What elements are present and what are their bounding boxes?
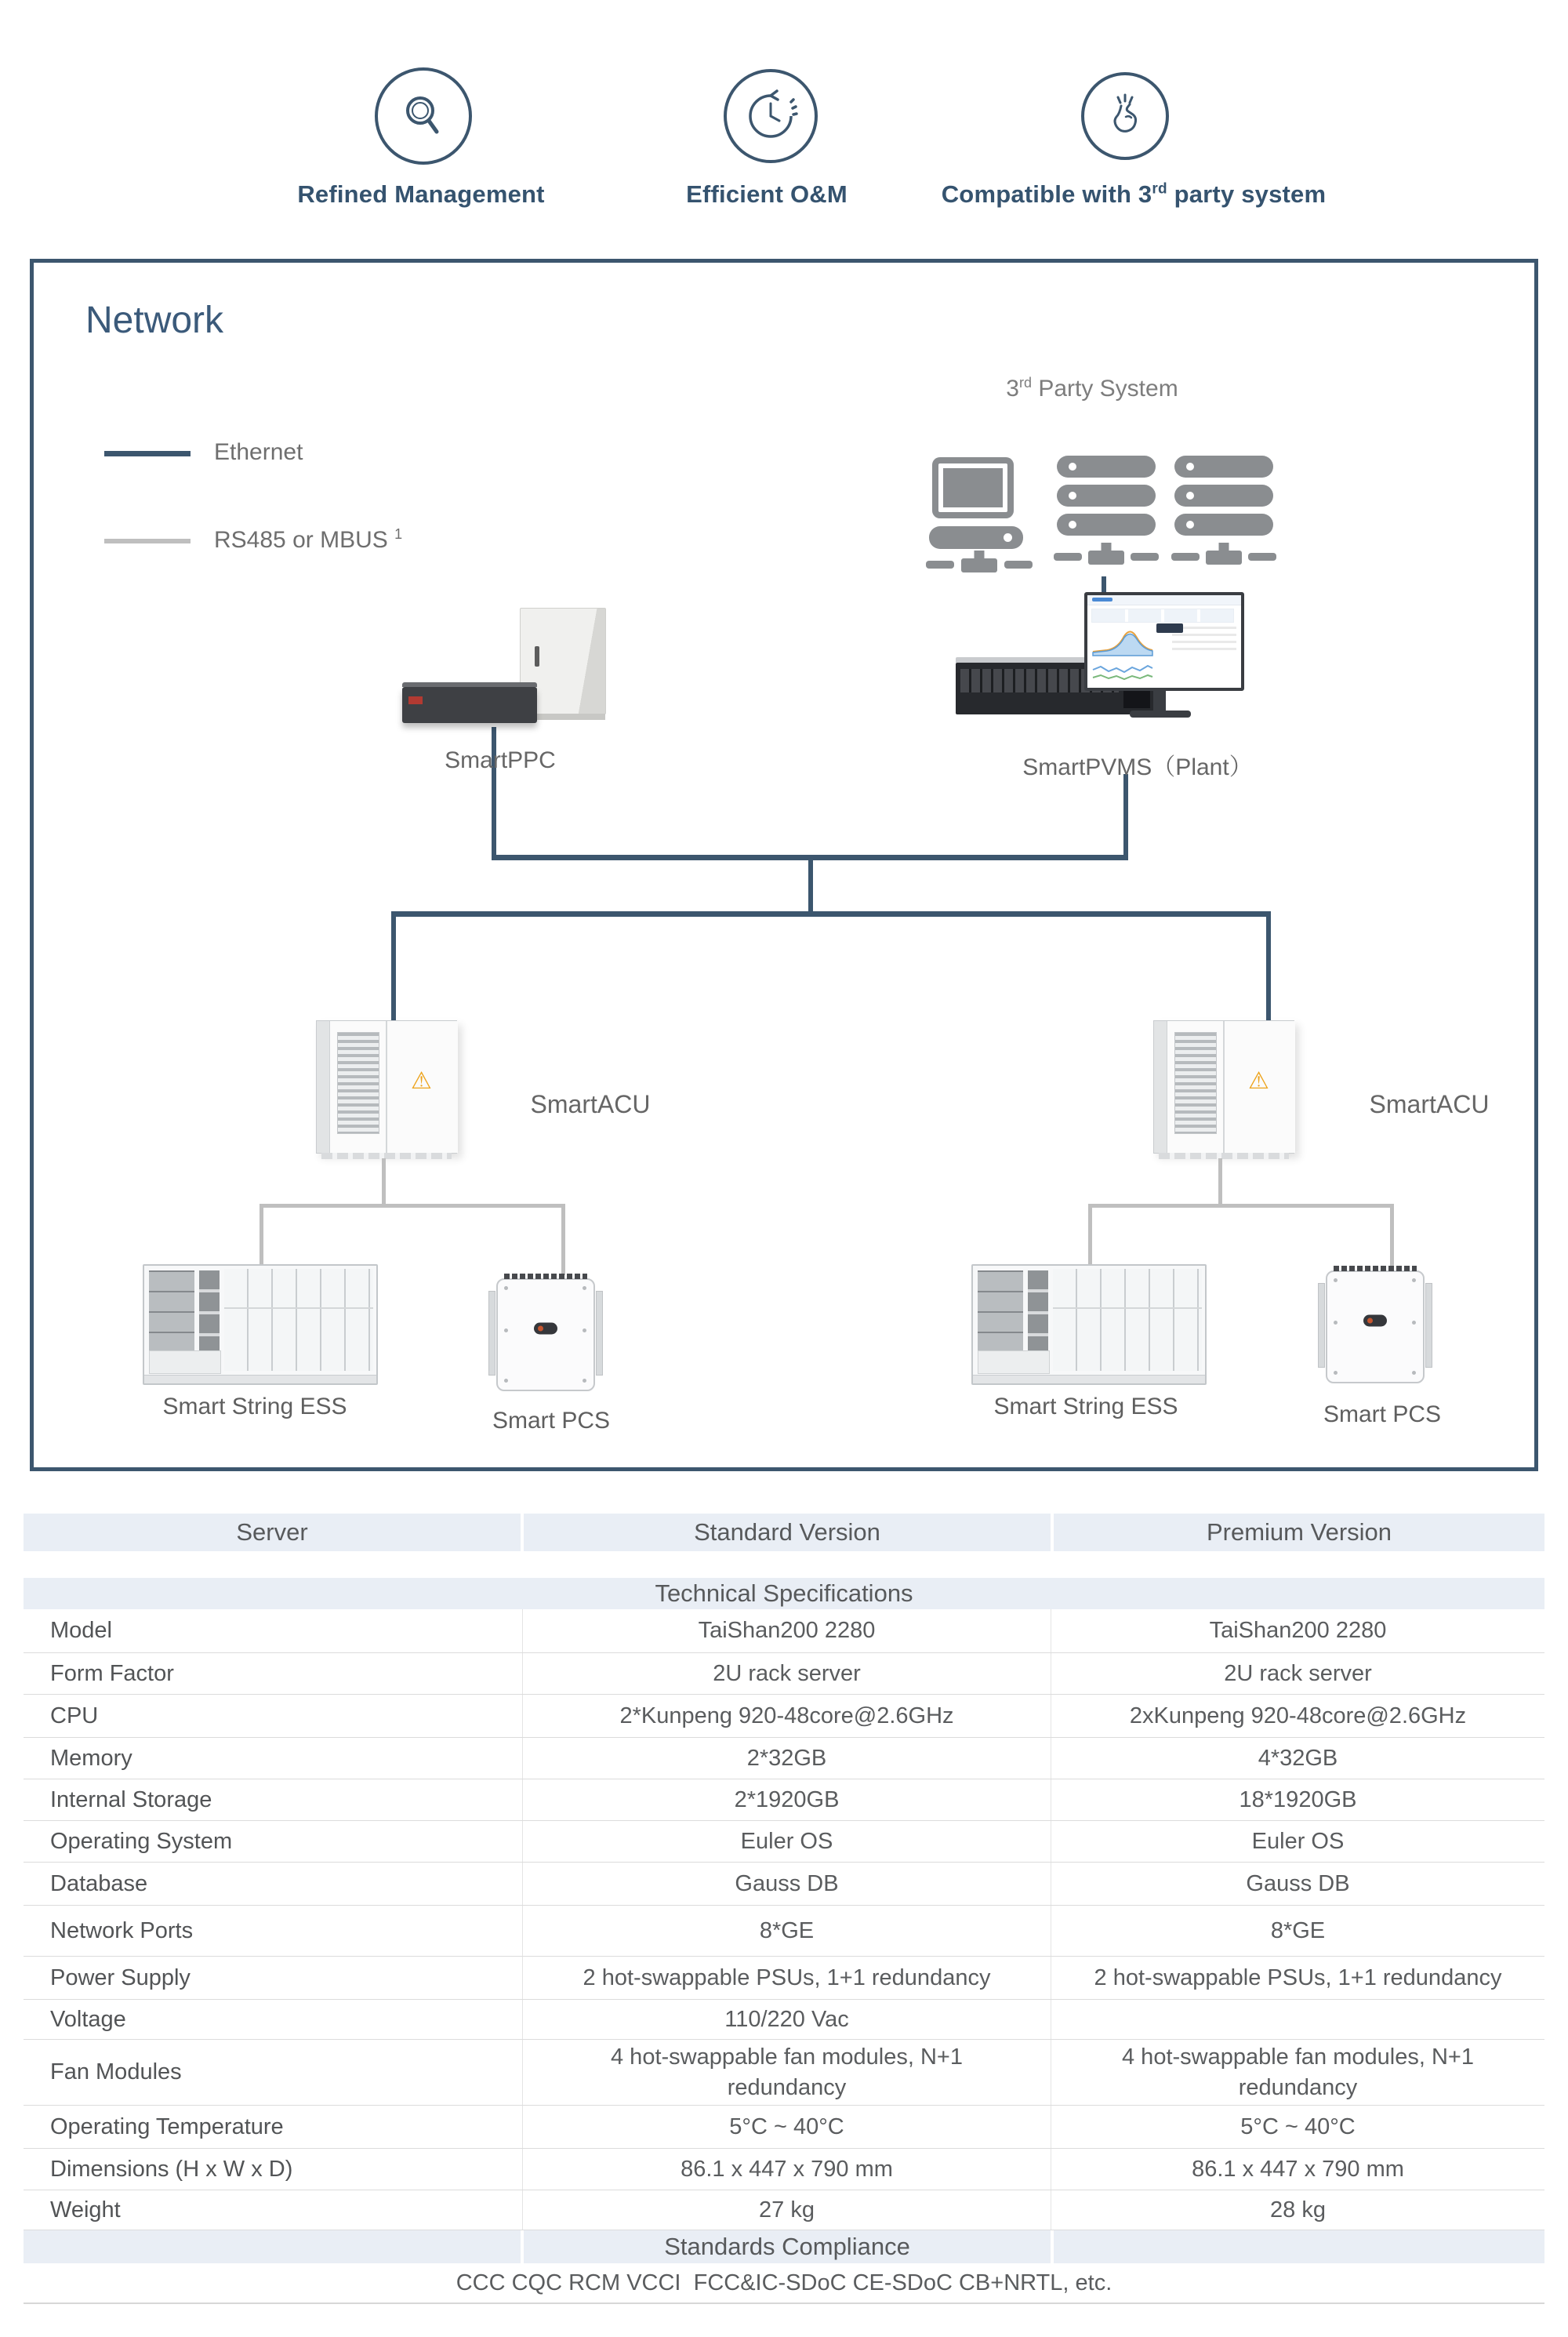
monitor-base [1130,711,1191,718]
smartppc-controller [402,687,537,723]
section-technical-specifications: Technical Specifications [24,1578,1544,1609]
superscript: rd [1018,375,1032,391]
row-premium-value: 2xKunpeng 920-48core@2.6GHz [1051,1695,1544,1737]
legend-ethernet-label: Ethernet [214,439,303,465]
row-label: CPU [50,1703,99,1728]
pcs-left-label: Smart PCS [492,1408,611,1434]
table-row [24,1863,1544,1906]
desktop-base-glyph [929,526,1023,549]
efficient-om-badge [724,69,818,163]
table-row [24,1653,1544,1695]
row-premium-value: 2 hot-swappable PSUs, 1+1 redundancy [1051,1957,1544,1999]
rs485-left-drop-ess [260,1208,263,1264]
network-title: Network [85,300,224,341]
network-tee-glyph [929,551,1029,574]
network-diagram-panel [30,259,1538,1471]
row-label: Network Ports [50,1917,194,1943]
legend-rs485-line [104,539,191,543]
smartpvms-monitor [1084,592,1244,691]
row-premium-value: 8*GE [1051,1906,1544,1956]
smart-pcs-left-device [496,1278,595,1391]
feature-text: party system [1167,180,1327,208]
ethernet-bus-lower [391,911,1271,917]
header-standard-version: Standard Version [524,1514,1051,1551]
row-standard-value: 2 hot-swappable PSUs, 1+1 redundancy [522,1957,1051,1999]
table-row [24,1779,1544,1821]
row-premium-value: 2U rack server [1051,1653,1544,1694]
row-label: Form Factor [50,1660,174,1686]
smartppc-label: SmartPPC [445,747,556,773]
rs485-left-acu-down [382,1158,386,1205]
row-standard-value: 2*Kunpeng 920-48core@2.6GHz [522,1695,1051,1737]
table-row [24,2106,1544,2149]
table-row [24,2000,1544,2040]
row-premium-value: 18*1920GB [1051,1779,1544,1820]
monitor-glyph [932,457,1014,518]
row-standard-value: Euler OS [522,1821,1051,1862]
rs485-right-acu-down [1218,1158,1222,1205]
row-standard-value: TaiShan200 2280 [522,1609,1051,1652]
smartacu-right-label: SmartACU [1369,1090,1490,1118]
rs485-right-bus [1088,1204,1394,1208]
table-gap [24,1551,1544,1578]
louver-vent [337,1032,379,1134]
compatibility-badge [1081,72,1169,160]
ethernet-link-pvms-down [1123,774,1128,855]
ethernet-bus-upper [492,855,1128,860]
third-party-text: Party System [1031,376,1178,402]
workstation-icon [929,457,1029,574]
row-label: Weight [50,2197,121,2223]
header-server: Server [24,1514,521,1551]
legend-rs485-text: RS485 or MBUS [214,527,388,553]
table-row [24,1738,1544,1779]
row-premium-value [1051,2000,1544,2039]
table-header-row [24,1514,1544,1551]
row-label: Operating System [50,1828,233,1854]
standards-compliance-band [24,2230,1544,2263]
dashboard-header [1087,595,1241,605]
third-party-text: 3 [1006,376,1019,402]
ethernet-link-ppc-down [492,727,496,855]
legend-ethernet-line [104,451,191,456]
row-standard-value: 2*32GB [522,1738,1051,1779]
row-standard-value: 4 hot-swappable fan modules, N+1 redundancy [522,2040,1051,2105]
server-stack-icon [1174,456,1273,566]
smartacu-left-device [316,1020,457,1154]
server-spec-table [24,1514,1544,2304]
row-premium-value: Gauss DB [1051,1863,1544,1905]
standards-band-left [24,2230,521,2263]
table-row [24,2149,1544,2190]
magnifier-icon [396,89,451,144]
row-label: Operating Temperature [50,2113,284,2139]
superscript: rd [1152,180,1167,198]
finger-snap-icon [1099,90,1151,142]
smart-string-ess-right-device [971,1264,1207,1385]
rs485-right-drop-pcs [1390,1208,1394,1270]
dashboard-area-chart [1091,623,1154,656]
row-premium-value: 28 kg [1051,2190,1544,2230]
network-tee-glyph [1174,543,1273,566]
table-row [24,2040,1544,2106]
row-label: Power Supply [50,1964,191,1990]
row-premium-value: 5°C ~ 40°C [1051,2106,1544,2148]
warning-triangle-icon: ⚠ [411,1068,432,1094]
server-stack-icon [1057,456,1156,566]
louver-vent [1174,1032,1217,1134]
table-row [24,2190,1544,2230]
dashboard-line-chart [1091,660,1154,684]
smartacu-left-label: SmartACU [530,1090,651,1118]
row-standard-value: 27 kg [522,2190,1051,2230]
row-label: Memory [50,1745,132,1771]
row-label: Internal Storage [50,1786,212,1812]
superscript: 1 [394,526,403,542]
smart-string-ess-left-device [143,1264,378,1385]
rs485-left-drop-pcs [561,1208,565,1275]
row-premium-value: 4*32GB [1051,1738,1544,1779]
smart-pcs-right-device [1326,1270,1425,1383]
feature-text: Compatible with 3 [941,180,1152,208]
row-premium-value: TaiShan200 2280 [1051,1609,1544,1652]
row-premium-value: 86.1 x 447 x 790 mm [1051,2149,1544,2190]
standards-band-right [1054,2230,1544,2263]
rs485-right-drop-ess [1088,1208,1092,1264]
row-label: Database [50,1870,148,1896]
row-label: Voltage [50,2006,126,2032]
pcs-right-label: Smart PCS [1323,1401,1442,1427]
table-row [24,1906,1544,1957]
smartacu-right-device [1153,1020,1294,1154]
standards-band-title: Standards Compliance [524,2230,1051,2263]
ethernet-link-center [808,860,813,911]
feature-text: Efficient O&M [686,180,848,208]
smartpvms-label: SmartPVMS（Plant） [1022,754,1253,780]
row-standard-value: 8*GE [522,1906,1051,1956]
table-row [24,1957,1544,2000]
ess-left-label: Smart String ESS [162,1394,347,1419]
row-premium-value: Euler OS [1051,1821,1544,1862]
legend-rs485-label [214,526,402,554]
row-label: Fan Modules [50,2059,182,2084]
dashboard-stat-tiles [1091,609,1234,623]
network-tee-glyph [1057,543,1156,566]
row-label: Dimensions (H x W x D) [50,2156,293,2182]
monitor-stand [1153,688,1166,711]
row-standard-value: 5°C ~ 40°C [522,2106,1051,2148]
standards-compliance-value: CCC CQC RCM VCCI FCC&IC-SDoC CE-SDoC CB+NRTL, etc. [24,2263,1544,2304]
third-party-system-label [896,375,1288,402]
ess-right-label: Smart String ESS [993,1394,1178,1419]
row-standard-value: 86.1 x 447 x 790 mm [522,2149,1051,2190]
row-premium-value: 4 hot-swappable fan modules, N+1 redundancy [1051,2040,1544,2105]
row-standard-value: 110/220 Vac [522,2000,1051,2039]
efficiency-clock-icon [742,88,799,144]
row-label: Model [50,1618,112,1643]
dashboard-tooltip [1156,623,1183,633]
table-row [24,1609,1544,1653]
refined-management-badge [375,67,472,165]
ethernet-drop-right-acu [1266,917,1271,1022]
rs485-left-bus [260,1204,565,1208]
warning-triangle-icon: ⚠ [1248,1068,1269,1094]
ethernet-drop-left-acu [391,917,396,1022]
table-row [24,1821,1544,1863]
header-premium-version: Premium Version [1054,1514,1544,1551]
table-row [24,1695,1544,1738]
row-standard-value: 2U rack server [522,1653,1051,1694]
feature-text: Refined Management [297,180,545,208]
row-standard-value: Gauss DB [522,1863,1051,1905]
feature-label-compatible [891,180,1377,209]
row-standard-value: 2*1920GB [522,1779,1051,1820]
